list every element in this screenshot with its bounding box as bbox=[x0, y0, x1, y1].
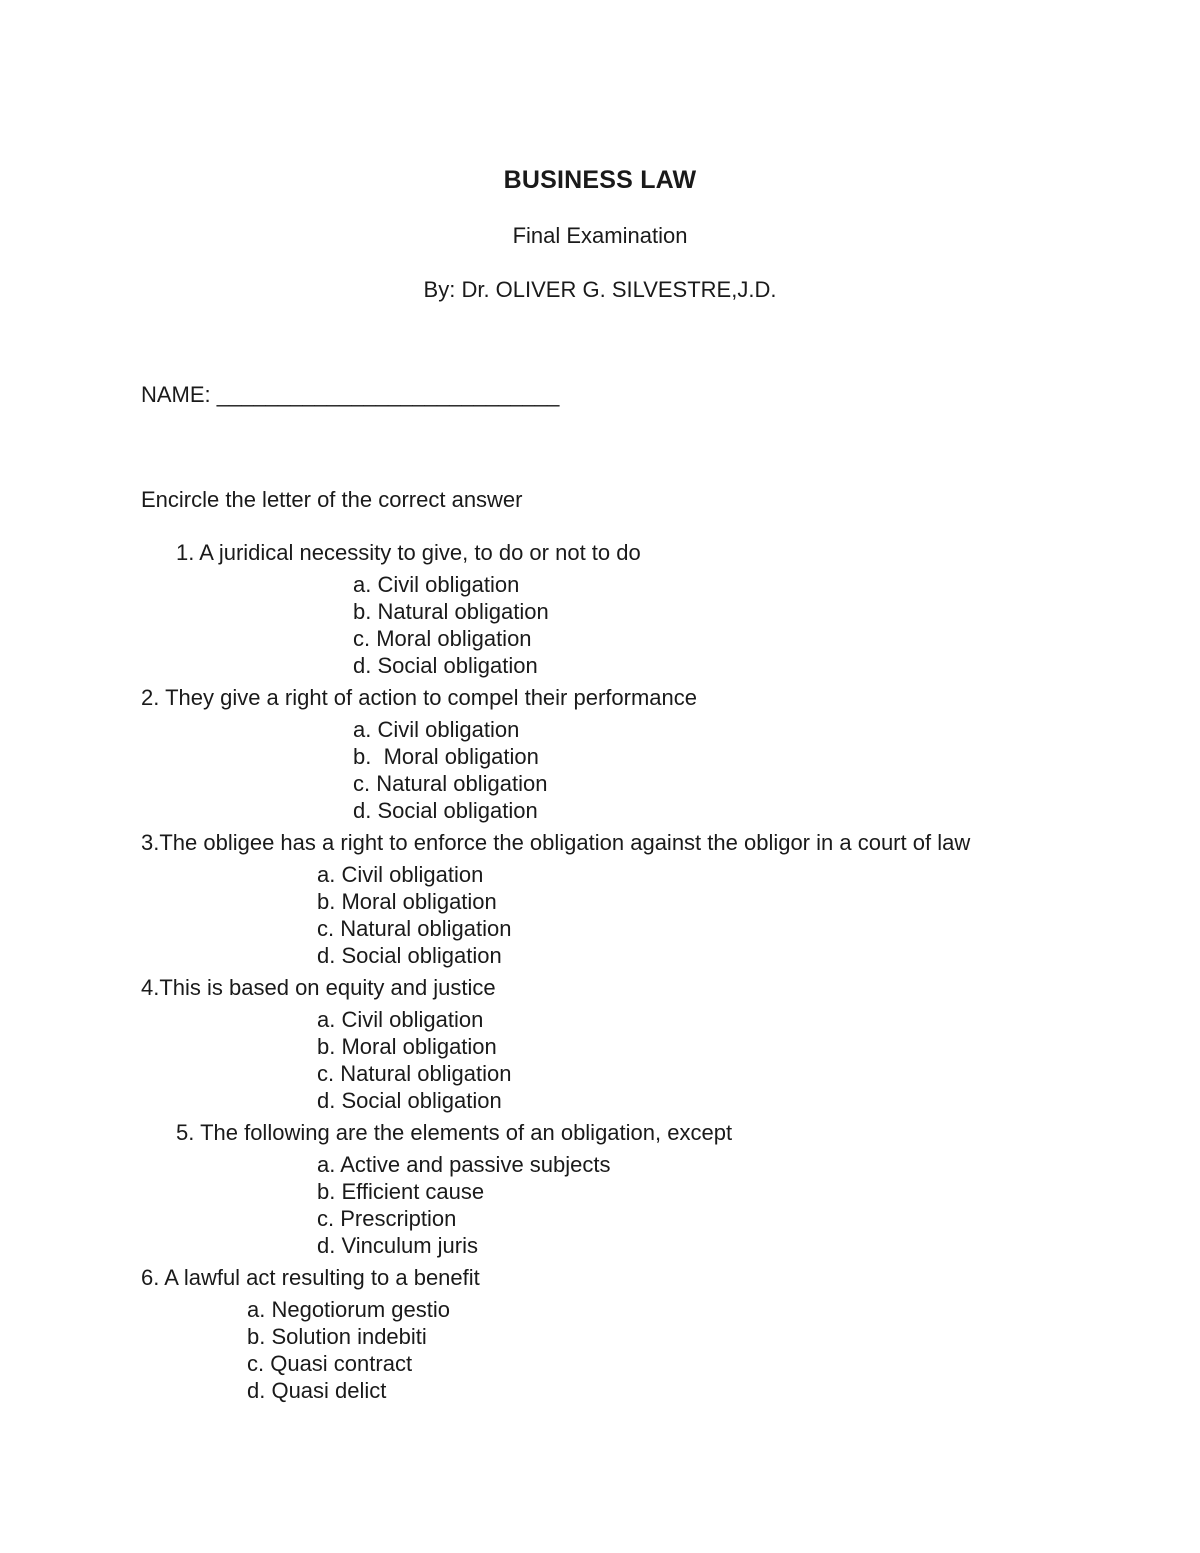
question-2-option-c: c. Natural obligation bbox=[353, 771, 548, 796]
question-6-option-a: a. Negotiorum gestio bbox=[247, 1297, 450, 1322]
instructions: Encircle the letter of the correct answer bbox=[141, 487, 523, 512]
question-1-option-c: c. Moral obligation bbox=[353, 626, 532, 651]
question-4-option-d: d. Social obligation bbox=[317, 1088, 502, 1113]
document-subtitle: Final Examination bbox=[512, 223, 688, 248]
question-1-option-d: d. Social obligation bbox=[353, 653, 538, 678]
question-2-option-a: a. Civil obligation bbox=[353, 717, 520, 742]
question-3-option-d: d. Social obligation bbox=[317, 943, 502, 968]
question-1: 1. A juridical necessity to give, to do or not to do bbox=[176, 540, 641, 565]
document-title: BUSINESS LAW bbox=[503, 166, 697, 194]
question-5-option-b: b. Efficient cause bbox=[317, 1179, 485, 1204]
question-3-option-a: a. Civil obligation bbox=[317, 862, 484, 887]
question-4-option-c: c. Natural obligation bbox=[317, 1061, 512, 1086]
document-author: By: Dr. OLIVER G. SILVESTRE,J.D. bbox=[423, 277, 777, 302]
question-6-option-c: c. Quasi contract bbox=[247, 1351, 413, 1376]
question-6-option-b: b. Solution indebiti bbox=[247, 1324, 427, 1349]
question-2-option-d: d. Social obligation bbox=[353, 798, 538, 823]
question-3-option-c: c. Natural obligation bbox=[317, 916, 512, 941]
question-6-option-d: d. Quasi delict bbox=[247, 1378, 387, 1403]
question-4-option-a: a. Civil obligation bbox=[317, 1007, 484, 1032]
question-2: 2. They give a right of action to compel their performance bbox=[141, 685, 697, 710]
question-5-option-a: a. Active and passive subjects bbox=[317, 1152, 611, 1177]
question-1-option-b: b. Natural obligation bbox=[353, 599, 549, 624]
name-field: NAME: ____________________________ bbox=[141, 382, 560, 407]
question-3: 3.The obligee has a right to enforce the obligation against the obligor in a court of law bbox=[141, 830, 971, 855]
question-5-option-c: c. Prescription bbox=[317, 1206, 457, 1231]
question-5-option-d: d. Vinculum juris bbox=[317, 1233, 478, 1258]
question-5: 5. The following are the elements of an obligation, except bbox=[176, 1120, 733, 1145]
question-6: 6. A lawful act resulting to a benefit bbox=[141, 1265, 480, 1290]
question-4-option-b: b. Moral obligation bbox=[317, 1034, 497, 1059]
question-1-option-a: a. Civil obligation bbox=[353, 572, 520, 597]
question-2-option-b: b. Moral obligation bbox=[353, 744, 539, 769]
question-4: 4.This is based on equity and justice bbox=[141, 975, 496, 1000]
question-3-option-b: b. Moral obligation bbox=[317, 889, 497, 914]
